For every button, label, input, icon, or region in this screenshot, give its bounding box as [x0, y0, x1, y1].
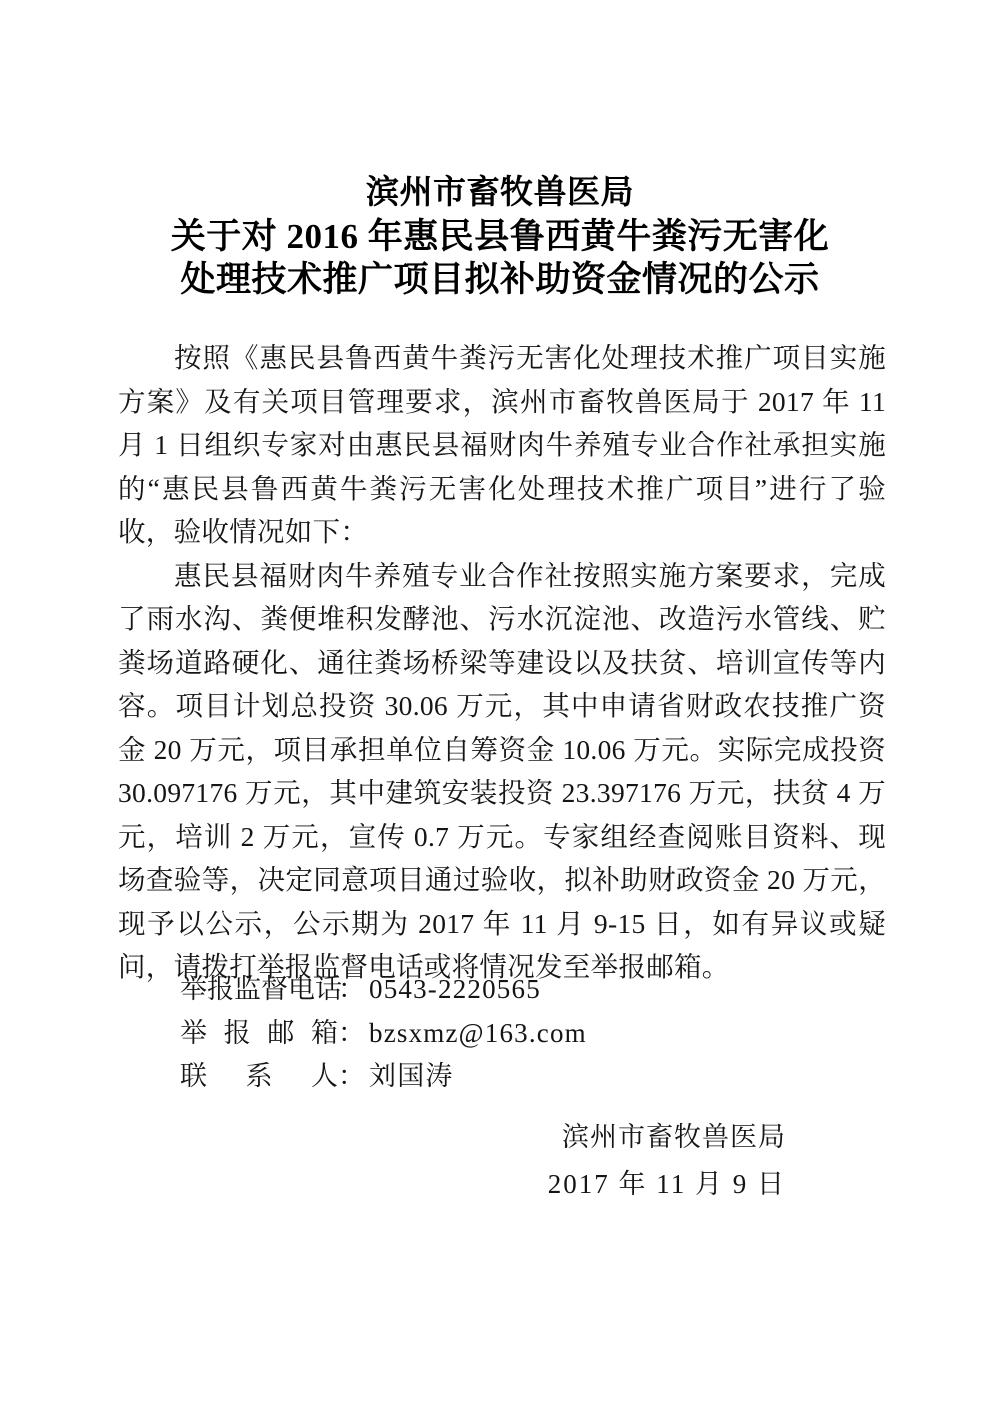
- contact-separator-person: ：: [338, 1061, 365, 1091]
- contact-row-person: [118, 1055, 886, 1099]
- contact-value-phone: 0543-2220565: [369, 974, 541, 1004]
- body-paragraph-1: 按照《惠民县鲁西黄牛粪污无害化处理技术推广项目实施方案》及有关项目管理要求，滨州市畜牧兽医局于 2017 年 11 月 1 日组织专家对由惠民县福财肉牛养殖专业合作社承担实施的“惠民县鲁西黄牛粪污无害化处理技术推广项目”进行了验收，验收情况如下：: [118, 342, 886, 547]
- contact-label-email: 举报邮箱: [180, 1017, 338, 1048]
- contact-row-email: [118, 1012, 886, 1056]
- contact-value-email: bzsxmz@163.com: [369, 1017, 587, 1048]
- body-paragraph-2: 惠民县福财肉牛养殖专业合作社按照实施方案要求，完成了雨水沟、粪便堆积发酵池、污水沉淀池、改造污水管线、贮粪场道路硬化、通往粪场桥梁等建设以及扶贫、培训宣传等内容。项目计划总投资 30.06 万元，其中申请省财政农技推广资金 20 万元，项目承担单位自筹资金 10.06 万元。实际完成投资 30.097176 万元，其中建筑安装投资 23.397176 万元，扶贫 4 万元，培训 2 万元，宣传 0.7 万元。专家组经查阅账目资料、现场查验等，决定同意项目通过验收，拟补助财政资金 20 万元，现予以公示，公示期为 2017 年 11 月 9-15 日，如有异议或疑问，请拨打举报监督电话或将情况发至举报邮箱。: [118, 559, 886, 982]
- contact-separator-email: ：: [338, 1017, 365, 1048]
- document-title: [0, 172, 1000, 301]
- title-line-3: 处理技术推广项目拟补助资金情况的公示: [180, 260, 820, 299]
- contact-row-phone: [118, 968, 886, 1012]
- signature-date: 2017 年 11 月 9 日: [547, 1169, 786, 1199]
- contact-label-person: 联系人: [180, 1061, 338, 1091]
- contact-separator-phone: ：: [338, 974, 365, 1004]
- title-line-2: 关于对 2016 年惠民县鲁西黄牛粪污无害化: [170, 217, 830, 256]
- signature-block: [0, 1114, 886, 1208]
- signature-issuer: 滨州市畜牧兽医局: [562, 1122, 786, 1152]
- contact-info: [118, 968, 886, 1099]
- title-line-1: 滨州市畜牧兽医局: [366, 175, 634, 211]
- contact-label-phone: 举报监督电话: [180, 974, 342, 1004]
- contact-value-person: 刘国涛: [369, 1061, 454, 1091]
- document-body: [118, 336, 886, 989]
